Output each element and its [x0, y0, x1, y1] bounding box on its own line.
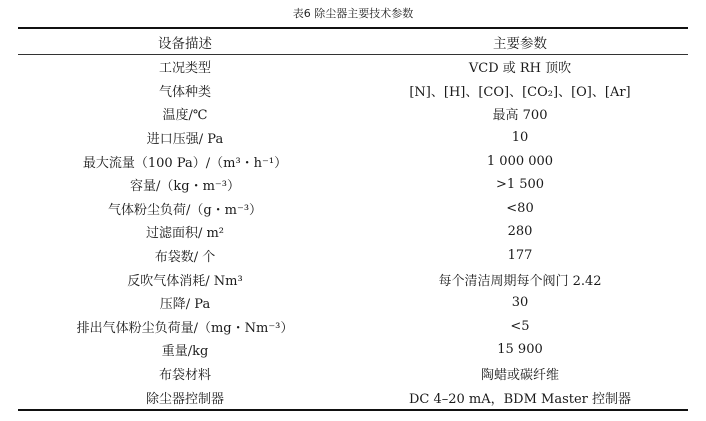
row-value: 280	[507, 224, 533, 240]
row-value: 1 000 000	[486, 153, 554, 169]
table-row	[18, 267, 688, 291]
table-row	[18, 338, 688, 362]
table-row	[18, 197, 688, 221]
table-row	[18, 102, 688, 126]
row-value: >1 500	[495, 177, 545, 193]
header-parameters: 主要参数	[493, 35, 547, 52]
header-description: 设备描述	[158, 35, 212, 52]
row-label: 容量/（kg・m⁻³）	[130, 179, 240, 195]
row-label: 反吹气体消耗/ Nm³	[127, 273, 243, 289]
row-label: 压降/ Pa	[159, 297, 211, 313]
row-label: 重量/kg	[161, 344, 209, 360]
row-value: 最高 700	[492, 108, 548, 124]
row-label: 布袋数/ 个	[154, 250, 216, 266]
table-row	[18, 79, 688, 103]
row-value: VCD 或 RH 顶吹	[468, 61, 572, 77]
row-label: 排出气体粉尘负荷量/（mg・Nm⁻³）	[76, 320, 294, 336]
row-label: 过滤面积/ m²	[145, 226, 225, 242]
table-header-row	[18, 29, 688, 55]
row-value: DC 4–20 mA，BDM Master 控制器	[408, 391, 632, 407]
table-row	[18, 126, 688, 150]
row-label: 除尘器控制器	[145, 391, 224, 407]
table-row	[18, 291, 688, 315]
table-row	[18, 244, 688, 268]
row-label: 气体粉尘负荷/（g・m⁻³）	[107, 202, 263, 218]
table-row	[18, 385, 688, 409]
row-value: [N]、[H]、[CO]、[CO₂]、[O]、[Ar]	[409, 84, 631, 100]
row-value: 177	[507, 248, 533, 264]
row-value: 30	[511, 295, 529, 311]
table-row	[18, 149, 688, 173]
table-row	[18, 220, 688, 244]
row-value: 15 900	[497, 342, 543, 358]
row-label: 工况类型	[158, 61, 211, 77]
row-label: 进口压强/ Pa	[146, 132, 224, 148]
row-label: 气体种类	[158, 84, 211, 100]
row-label: 温度/℃	[162, 108, 208, 124]
parameters-table	[18, 27, 688, 411]
table-row	[18, 173, 688, 197]
row-label: 最大流量（100 Pa）/（m³・h⁻¹）	[82, 155, 288, 171]
row-label: 布袋材料	[158, 368, 211, 384]
row-value: <80	[506, 200, 534, 216]
row-value: 10	[511, 130, 529, 146]
row-value: <5	[510, 318, 530, 334]
table-row	[18, 362, 688, 386]
row-value: 陶蜡或碳纤维	[480, 368, 559, 384]
row-value: 每个清洁周期每个阀门 2.42	[438, 273, 602, 289]
table-caption: 表6 除尘器主要技术参数	[292, 7, 414, 20]
table-row	[18, 55, 688, 79]
table-row	[18, 315, 688, 339]
